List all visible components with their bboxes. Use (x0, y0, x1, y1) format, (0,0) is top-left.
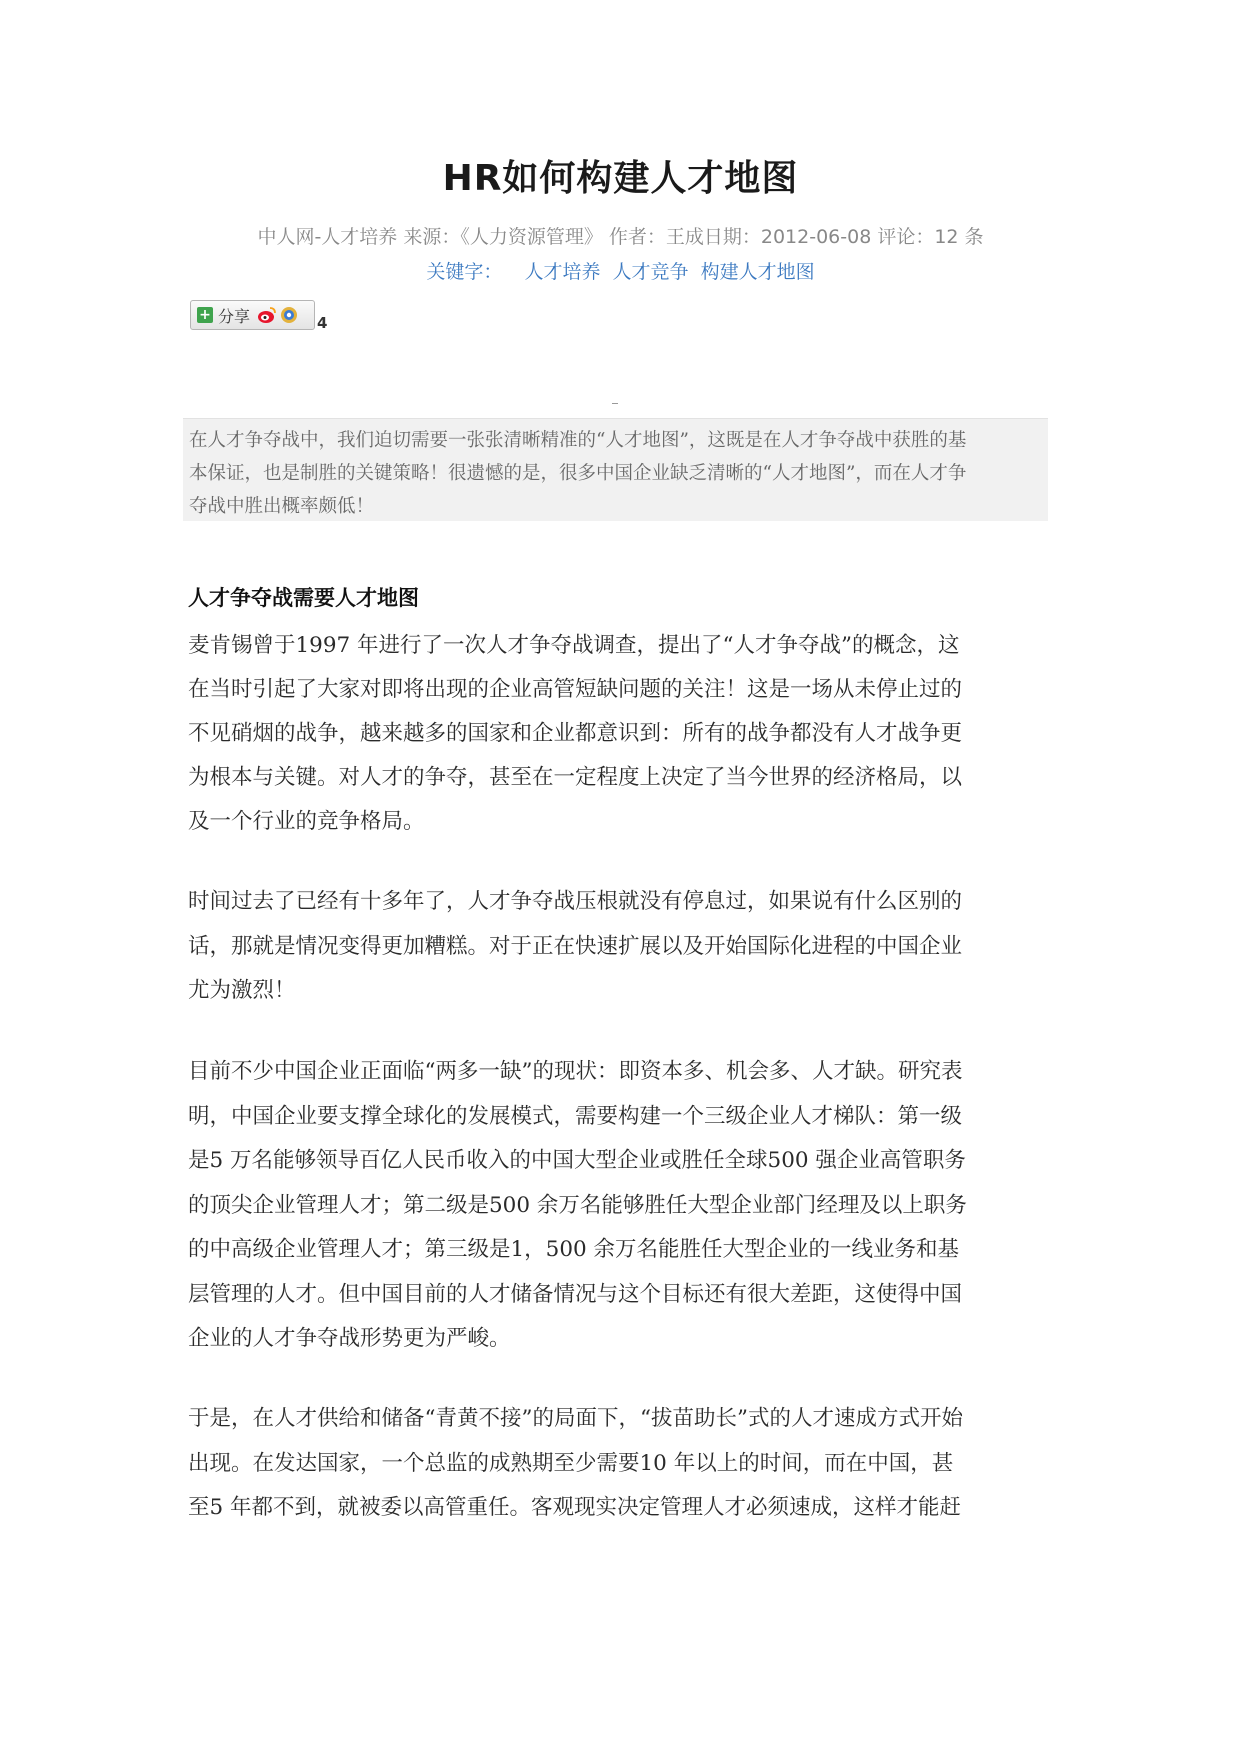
body-line: 企业的人才争夺战形势更为严峻。 (188, 1326, 511, 1351)
share-label: 分享 (218, 306, 251, 326)
body-line: 话，那就是情况变得更加糟糕。对于正在快速扩展以及开始国际化进程的中国企业 (188, 934, 963, 959)
summary-line: 本保证，也是制胜的关键策略！很遗憾的是，很多中国企业缺乏清晰的“人才地图”，而在人才争 (189, 463, 967, 484)
keywords-label: 关键字： (426, 261, 503, 283)
share-button[interactable] (190, 300, 315, 330)
body-line: 是5 万名能够领导百亿人民币收入的中国大型企业或胜任全球500 强企业高管职务 (188, 1148, 966, 1173)
body-line: 麦肯锡曾于1997 年进行了一次人才争夺战调查，提出了“人才争夺战”的概念，这 (188, 633, 960, 658)
keyword-link-talent-competition[interactable]: 人才竞争 (612, 261, 689, 283)
body-line: 目前不少中国企业正面临“两多一缺”的现状：即资本多、机会多、人才缺。研究表 (188, 1059, 963, 1084)
plus-icon: + (197, 307, 213, 323)
summary-line: 夺战中胜出概率颇低！ (189, 496, 375, 517)
keywords-row (0, 257, 1241, 284)
body-line: 明，中国企业要支撑全球化的发展模式，需要构建一个三级企业人才梯队：第一级 (188, 1104, 963, 1129)
weibo-icon[interactable] (257, 306, 277, 324)
body-line: 为根本与关键。对人才的争夺，甚至在一定程度上决定了当今世界的经济格局，以 (188, 765, 963, 790)
body-line: 在当时引起了大家对即将出现的企业高管短缺问题的关注！这是一场从未停止过的 (188, 677, 963, 702)
body-line: 不见硝烟的战争，越来越多的国家和企业都意识到：所有的战争都没有人才战争更 (188, 721, 963, 746)
summary-box (183, 418, 1048, 521)
body-line: 时间过去了已经有十多年了，人才争夺战压根就没有停息过，如果说有什么区别的 (188, 889, 963, 914)
article-meta: 中人网-人才培养 来源：《人力资源管理》 作者：王成日期：2012-06-08 评论：12 条 (257, 226, 984, 248)
body-line: 至5 年都不到，就被委以高管重任。客观现实决定管理人才必须速成，这样才能赶 (188, 1495, 962, 1520)
page-title: HR如何构建人才地图 (442, 158, 799, 199)
body-line: 出现。在发达国家，一个总监的成熟期至少需要10 年以上的时间，而在中国，甚 (188, 1451, 954, 1476)
section-heading: 人才争夺战需要人才地图 (188, 586, 419, 610)
keyword-link-talent-training[interactable]: 人才培养 (524, 261, 601, 283)
qq-icon[interactable] (280, 306, 298, 324)
body-line: 的中高级企业管理人才；第三级是1，500 余万名能胜任大型企业的一线业务和基 (188, 1237, 960, 1262)
summary-line: 在人才争夺战中，我们迫切需要一张张清晰精准的“人才地图”，这既是在人才争夺战中获胜的基 (189, 430, 967, 451)
body-line: 于是，在人才供给和储备“青黄不接”的局面下，“拔苗助长”式的人才速成方式开始 (188, 1406, 963, 1431)
body-line: 的顶尖企业管理人才；第二级是500 余万名能够胜任大型企业部门经理及以上职务 (188, 1193, 967, 1218)
divider-mark (612, 403, 618, 404)
share-row (190, 298, 327, 330)
body-line: 层管理的人才。但中国目前的人才储备情况与这个目标还有很大差距，这使得中国 (188, 1282, 963, 1307)
keyword-link-build-talent-map[interactable]: 构建人才地图 (700, 261, 815, 283)
share-count: 4 (317, 314, 328, 332)
body-line: 尤为激烈！ (188, 978, 296, 1003)
body-line: 及一个行业的竞争格局。 (188, 809, 425, 834)
